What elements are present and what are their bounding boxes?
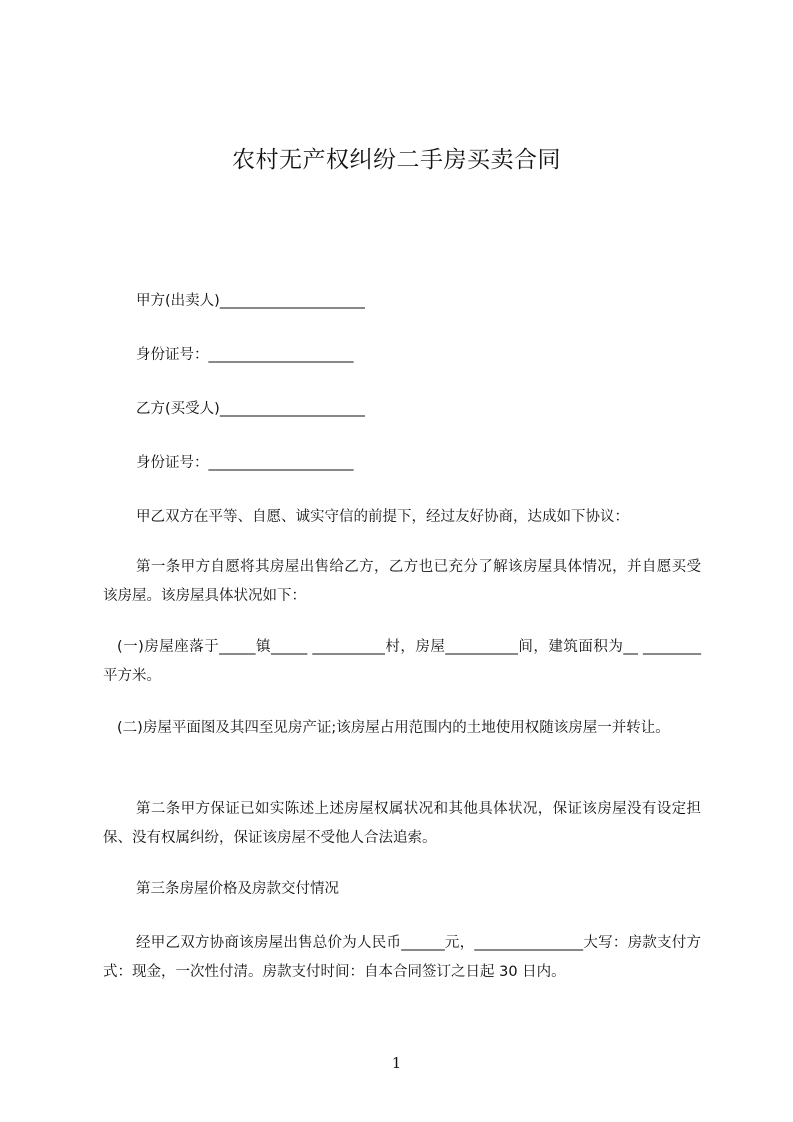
party-a-line: 甲方(出卖人)____________________ <box>136 293 365 309</box>
party-b-id-line: 身份证号：____________________ <box>136 455 354 471</box>
article-2: 第二条甲方保证已如实陈述上述房屋权属状况和其他具体状况，保证该房屋没有设定担保、没有权属纠纷，保证该房屋不受他人合法追索。 <box>103 801 701 846</box>
article-1-item-1: (一)房屋座落于_____镇_____ __________村，房屋__________间，建筑面积为__ ________平方米。 <box>103 639 701 684</box>
article-1-item-2: (二)房屋平面图及其四至见房产证;该房屋占用范围内的土地使用权随该房屋一并转让。 <box>117 720 670 736</box>
party-b-line: 乙方(买受人)____________________ <box>136 401 365 417</box>
document-title: 农村无产权纠纷二手房买卖合同 <box>232 147 561 173</box>
article-1: 第一条甲方自愿将其房屋出售给乙方，乙方也已充分了解该房屋具体情况，并自愿买受该房屋。该房屋具体状况如下： <box>103 559 701 604</box>
page-number: 1 <box>391 1054 402 1072</box>
article-3-body: 经甲乙双方协商该房屋出售总价为人民币______元，_______________大写：房款支付方式：现金，一次性付清。房款支付时间：自本合同签订之日起 30 日内。 <box>103 935 701 980</box>
party-a-id-line: 身份证号：____________________ <box>136 347 354 363</box>
article-3-heading: 第三条房屋价格及房款交付情况 <box>136 881 339 897</box>
intro-paragraph: 甲乙双方在平等、自愿、诚实守信的前提下，经过友好协商，达成如下协议： <box>136 509 629 525</box>
